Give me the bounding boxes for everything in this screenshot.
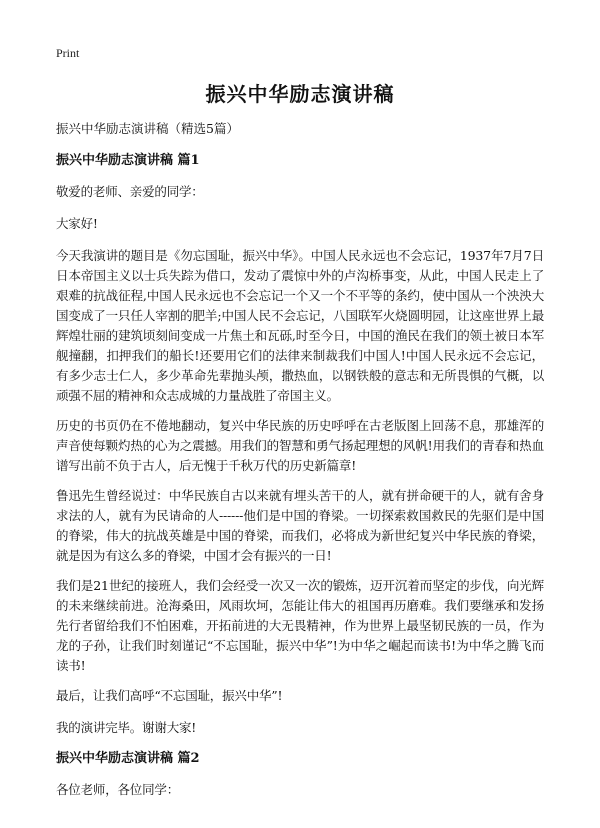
paragraph-body-1: 今天我演讲的题目是《勿忘国耻，振兴中华》。中国人民永远也不会忘记，1937年7月7日日本帝国主义以士兵失踪为借口，发动了震惊中外的卢沟桥事变，从此，中国人民走上了艰难的抗战征程,中国人民永远也不会忘记一个又一个不平等的条约，使中国从一个泱泱大国变成了一只任人宰割的肥羊;中国人民不会忘记，八国联军火烧圆明园，让这座世界上最辉煌壮丽的建筑顷刻间变成一片焦土和瓦砾,时至今日，中国的渔民在我们的领土被日本军舰撞翻，扣押我们的船长!还要用它们的法律来制裁我们中国人!中国人民永远不会忘记，有多少志士仁人，多少革命先辈抛头颅，撒热血，以钢铁般的意志和无所畏惧的气概，以顽强不屈的精神和众志成城的力量战胜了帝国主义。 — [56, 248, 544, 403]
paragraph-salutation: 敬爱的老师、亲爱的同学： — [56, 184, 204, 199]
paragraph-greeting: 大家好! — [56, 216, 98, 231]
page-title: 振兴中华励志演讲稿 — [205, 82, 395, 106]
section-heading-1: 振兴中华励志演讲稿 篇1 — [56, 153, 200, 168]
document-subtitle: 振兴中华励志演讲稿（精选5篇） — [56, 121, 239, 136]
print-link[interactable]: Print — [56, 46, 80, 60]
paragraph-body-3: 鲁迅先生曾经说过：中华民族自古以来就有埋头苦干的人，就有拼命硬干的人，就有舍身求法的人，就有为民请命的人------他们是中国的脊梁。一切探索救国救民的先驱们是中国的脊梁，伟大的抗战英雄是中国的脊梁，而我们，必将成为新世纪复兴中华民族的脊梁，就是因为有这么多的脊梁，中国才会有振兴的一日! — [56, 488, 544, 563]
paragraph-thanks: 我的演讲完毕。谢谢大家! — [56, 720, 197, 735]
paragraph-salutation-2: 各位老师，各位同学： — [56, 782, 180, 797]
paragraph-closing-slogan: 最后，让我们高呼“不忘国耻，振兴中华”! — [56, 688, 283, 703]
section-heading-2: 振兴中华励志演讲稿 篇2 — [56, 751, 200, 766]
document-body — [56, 120, 544, 812]
paragraph-body-4: 我们是21世纪的接班人，我们会经受一次又一次的锻炼，迈开沉着而坚定的步伐，向光辉的未来继续前进。沧海桑田，风雨坎坷，怎能让伟大的祖国再历磨难。我们要继承和发扬先行者留给我们不怕困难，开拓前进的大无畏精神，作为世界上最坚韧民族的一员，作为龙的子孙，让我们时刻谨记“不忘国耻，振兴中华”!为中华之崛起而读书!为中华之腾飞而读书! — [56, 578, 544, 673]
paragraph-body-2: 历史的书页仍在不倦地翻动，复兴中华民族的历史呼呼在古老版图上回荡不息，那雄浑的声音使每颗灼热的心为之震撼。用我们的智慧和勇气扬起理想的风帆!用我们的青春和热血谱写出前不负于古人，后无愧于千秋万代的历史新篇章! — [56, 418, 544, 473]
